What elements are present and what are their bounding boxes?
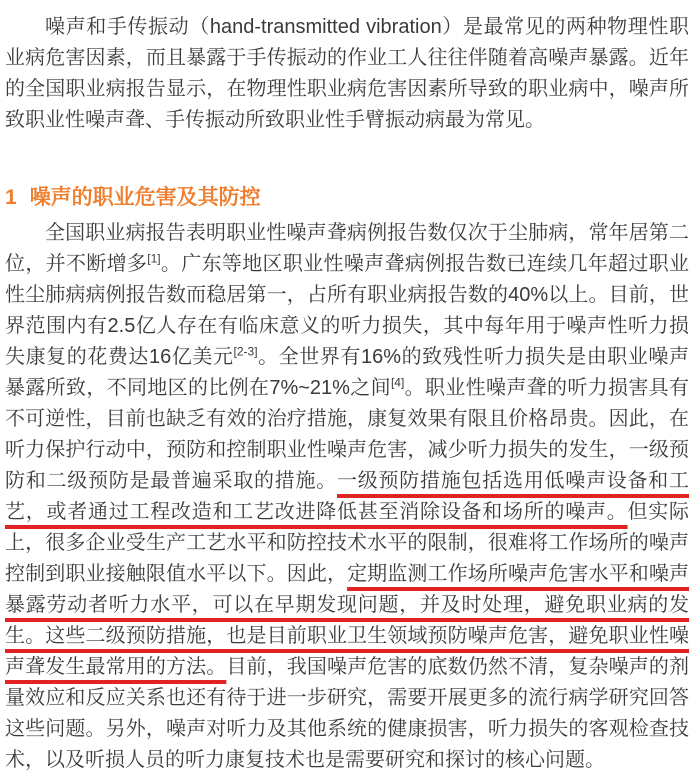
text-segment: 。广东等地区职业性噪声聋病例报告数已连续几年超过职业性尘肺病病例报告数而稳居第一，占所有职业病报告数的40%以上。目前，世界范围内有2.5亿人存在有临床意义的听力损失，其中每年用于噪声性听力损失康复的花费达16亿美元 <box>5 253 690 368</box>
text-segment: 。职业性噪声聋的听力损害具有不可逆性，目前也缺乏有效的治疗措施，康复效果有限且价格昂贵。因此，在听力保护行动中，预防和控制职业性噪声危害，减少听力损失的发生，一级预防和二级预防是最普遍采取的措施。 <box>5 377 689 492</box>
text-segment: 全国职业病报告表明职业性噪声聋病例报告数仅次于尘肺病，常年居第二位，并不断增多 <box>5 222 689 275</box>
text-segment: 。全世界有16%的致残性听力损失是由职业噪声暴露所致，不同地区的比例在7%~21%之间 <box>5 346 689 399</box>
reference-superscript: [2-3] <box>233 344 258 359</box>
intro-paragraph: 噪声和手传振动（hand-transmitted vibration）是最常见的两种物理性职业病危害因素，而且暴露于手传振动的作业工人往往伴随着高噪声暴露。近年的全国职业病报告显示，在物理性职业病危害因素所导致的职业病中，噪声所致职业性噪声聋、手传振动所致职业性手臂振动病最为常见。 <box>5 16 689 131</box>
reference-superscript: [1] <box>147 251 161 266</box>
text-segment: 但实际上，很多企业受生产工艺水平和防控技术水平的限制，很难将工作场所的噪声控制到职业接触限值水平以下。因此， <box>5 501 689 585</box>
section-title: 噪声的职业危害及其防控 <box>29 186 261 209</box>
text-segment: 目前，我国噪声危害的底数仍然不清，复杂噪声的剂量效应和反应关系也还有待于进一步研究，需要开展更多的流行病学研究回答这些问题。另外，噪声对听力及其他系统的健康损害，听力损失的客观检查技术，以及听损人员的听力康复技术也是需要研究和探讨的核心问题。 <box>5 656 690 771</box>
red-underlined-text: 定期监测工作场所噪声危害水平和噪声暴露劳动者听力水平，可以在早期发现问题，并及时处理，避免职业病的发生。这些二级预防措施，也是目前职业卫生领域预防噪声危害，避免职业性噪声聋发生最常用的方法。 <box>5 563 690 678</box>
red-underlined-text: 一级预防措施包括选用低噪声设备和工艺，或者通过工程改造和工艺改进降低甚至消除设备和场所的噪声。 <box>5 470 689 523</box>
reference-superscript: [4] <box>390 375 405 390</box>
section-heading <box>5 182 689 213</box>
section-number: 1 <box>5 186 17 209</box>
body-paragraph <box>5 218 689 776</box>
